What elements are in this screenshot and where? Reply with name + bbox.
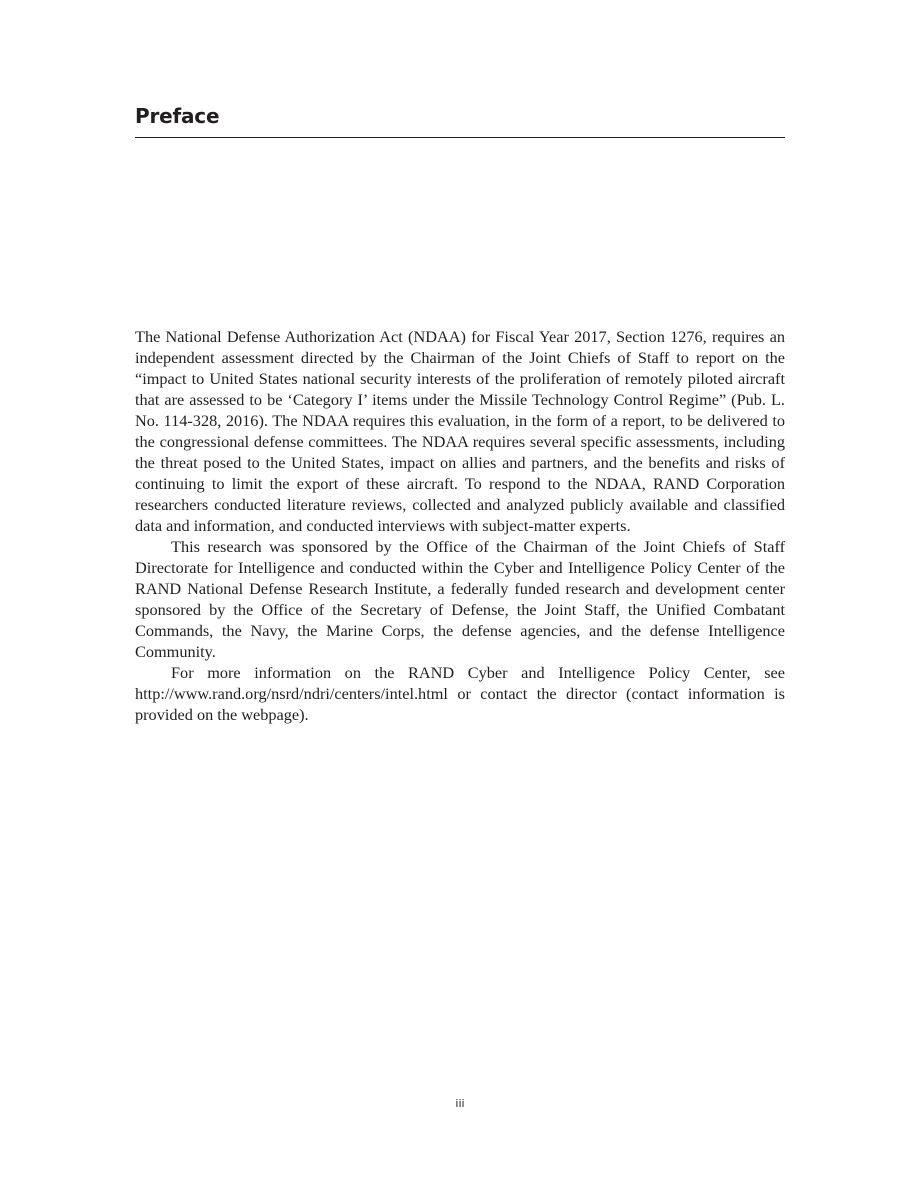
paragraph-sponsorship: This research was sponsored by the Office of the Chairman of the Joint Chiefs of Staff Directorate for Intelligence and conducted within the Cyber and Intelligence Policy Center of the RAND National Defense Research Institute, a federally funded research and development center sponsored by the Office of the Secretary of Defense, the Joint Staff, the Unified Combatant Commands, the Navy, the Marine Corps, the defense agencies, and the defense Intelligence Community. [135, 537, 785, 661]
page-number: iii [455, 1097, 465, 1110]
paragraph-ndaa: The National Defense Authorization Act (NDAA) for Fiscal Year 2017, Section 1276, requires an independent assessment directed by the Chairman of the Joint Chiefs of Staff to report on the “impact to United States national security interests of the proliferation of remotely piloted aircraft that are assessed to be ‘Category I’ items under the Missile Technology Control Regime” (Pub. L. No. 114-328, 2016). The NDAA requires this evaluation, in the form of a report, to be delivered to the congressional defense committees. The NDAA requires several specific assessments, including the threat posed to the United States, impact on allies and partners, and the benefits and risks of continuing to limit the export of these aircraft. To respond to the NDAA, RAND Corporation researchers conducted literature reviews, collected and analyzed publicly available and classified data and information, and conducted interviews with subject-matter experts. [135, 327, 785, 535]
preface-body [135, 326, 785, 725]
paragraph-more-information: For more information on the RAND Cyber and Intelligence Policy Center, see http://www.rand.org/nsrd/ndri/centers/intel.html or contact the director (contact information is provided on the webpage). [135, 663, 785, 724]
heading-divider [135, 137, 785, 138]
page-title: Preface [135, 104, 220, 128]
